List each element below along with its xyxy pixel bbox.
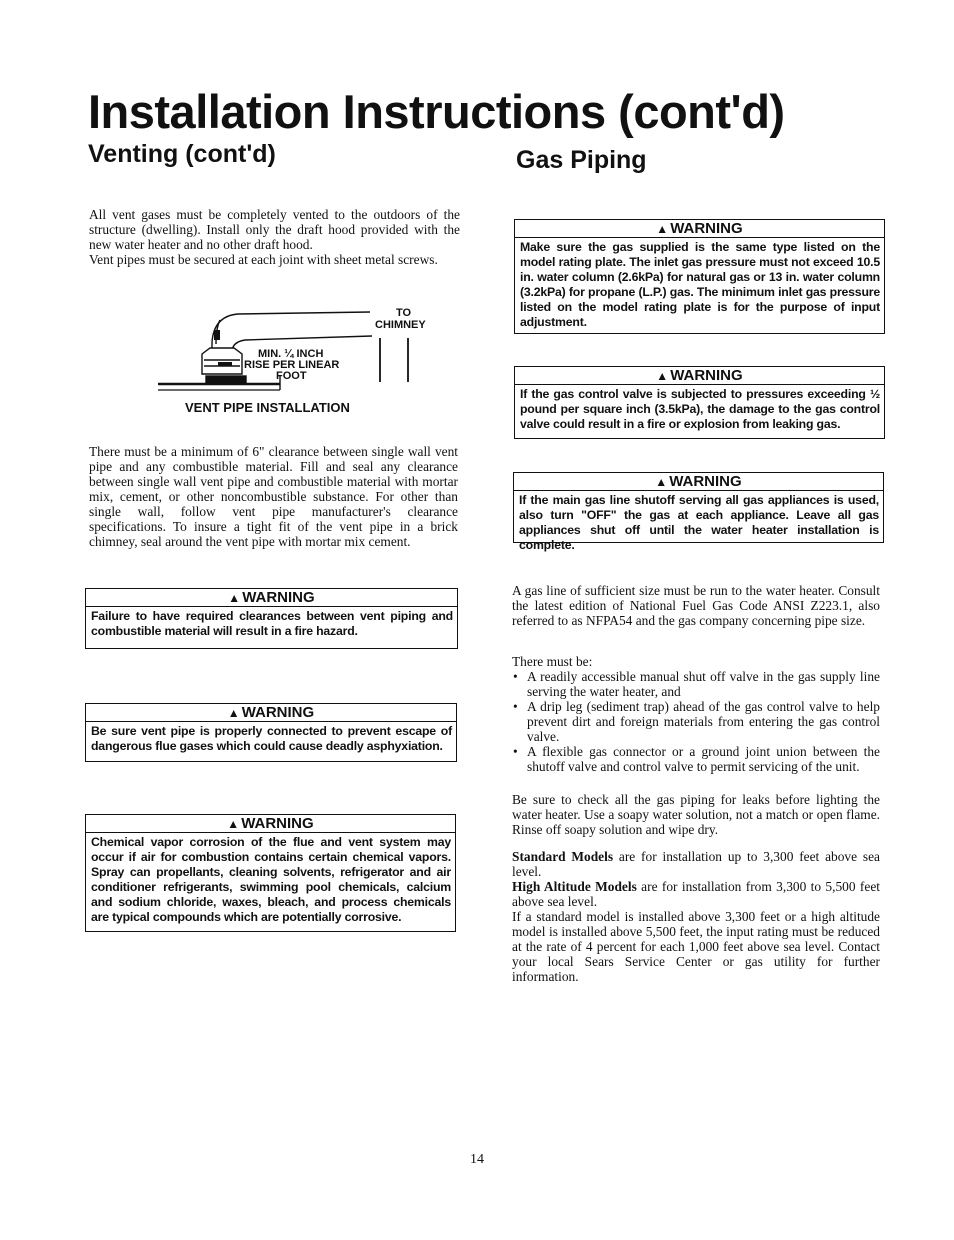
gas-piping-heading: Gas Piping <box>516 146 647 174</box>
list-item: • A drip leg (sediment trap) ahead of the gas control valve to help prevent dirt and foreign materials from entering the gas control valve. <box>527 699 880 744</box>
warning-triangle-icon: ▲ <box>227 706 240 720</box>
page-title: Installation Instructions (cont'd) <box>88 85 785 138</box>
altitude-block <box>512 849 880 984</box>
requirements-list <box>512 669 880 774</box>
warning-triangle-icon: ▲ <box>656 222 669 236</box>
standard-models-text: Standard Models are for installation up to 3,300 feet above sea level. <box>512 849 880 879</box>
warning-header: ▲ WARNING <box>86 815 455 833</box>
leak-check-paragraph: Be sure to check all the gas piping for leaks before lighting the water heater. Use a soapy water solution, not a match or open flame. Rinse off soapy solution and wipe dry. <box>512 792 880 837</box>
warning-header: ▲ WARNING <box>515 367 884 385</box>
warning-box-control-valve <box>514 366 885 439</box>
warning-box-gas-pressure <box>514 219 885 334</box>
diagram-label-rise-1: MIN. ¼ INCH <box>258 348 324 360</box>
warning-triangle-icon: ▲ <box>655 475 668 489</box>
diagram-label-rise-3: FOOT <box>276 370 307 382</box>
warning-header: ▲ WARNING <box>86 704 456 722</box>
warning-triangle-icon: ▲ <box>656 369 669 383</box>
warning-triangle-icon: ▲ <box>228 591 241 605</box>
warning-triangle-icon: ▲ <box>227 817 240 831</box>
derating-text: If a standard model is installed above 3,300 feet or a high altitude model is installed above 5,500 feet, the input rating must be reduced at the rate of 4 percent for each 1,000 feet above sea level. Contact your local Sears Service Center or gas utility for further information. <box>512 909 880 984</box>
warning-text: If the main gas line shutoff serving all gas appliances is used, also turn "OFF" the gas at each appliance. Leave all gas appliances shut off until the water heater installation is complete. <box>519 493 879 552</box>
warning-header: ▲ WARNING <box>515 220 884 238</box>
there-must-be-label: There must be: <box>512 654 593 669</box>
warning-text: Chemical vapor corrosion of the flue and vent system may occur if air for combustion contains certain chemical vapors. Spray can propellants, cleaning solvents, refrigerator and air conditioner refrigerants, swimming pool chemicals, calcium and sodium chloride, waxes, bleach, and process chemicals are typical compounds which are potentially corrosive. <box>91 835 451 924</box>
warning-header: ▲ WARNING <box>86 589 457 607</box>
list-item: • A flexible gas connector or a ground joint union between the shutoff valve and control valve to permit servicing of the unit. <box>527 744 880 774</box>
diagram-label-rise-2: RISE PER LINEAR <box>244 359 340 371</box>
warning-text: If the gas control valve is subjected to pressures exceeding ½ pound per square inch (3.5kPa), the damage to the gas control valve could result in a fire or explosion from leaking gas. <box>520 387 880 431</box>
venting-paragraph-1 <box>89 207 460 267</box>
high-altitude-models-text: High Altitude Models are for installation from 3,300 to 5,500 feet above sea level. <box>512 879 880 909</box>
venting-heading: Venting (cont'd) <box>88 140 276 168</box>
warning-header: ▲ WARNING <box>514 473 883 491</box>
gas-line-paragraph: A gas line of sufficient size must be run to the water heater. Consult the latest edition of National Fuel Gas Code ANSI Z223.1, also referred to as NFPA54 and the gas company concerning pipe size. <box>512 583 880 628</box>
vent-screws-text: Vent pipes must be secured at each joint with sheet metal screws. <box>89 252 438 267</box>
page-number: 14 <box>470 1152 484 1167</box>
vent-intro-text: All vent gases must be completely vented to the outdoors of the structure (dwelling). Install only the draft hood provided with the new water heater and no other draft hood. <box>89 207 460 252</box>
warning-text: Failure to have required clearances between vent piping and combustible material will result in a fire hazard. <box>91 609 453 638</box>
requirements-block <box>512 654 880 774</box>
diagram-label-chimney: CHIMNEY <box>375 319 426 331</box>
warning-box-vent-connection <box>85 703 457 762</box>
warning-box-clearance <box>85 588 458 649</box>
vent-pipe-diagram <box>150 300 450 425</box>
warning-text: Make sure the gas supplied is the same type listed on the model rating plate. The inlet gas pressure must not exceed 10.5 in. water column (2.6kPa) for natural gas or 13 in. water column (3.2kPa) for propane (L.P.) gas. The minimum inlet gas pressure listed on the model rating plate is for the purpose of input adjustment. <box>520 240 880 329</box>
list-item: • A readily accessible manual shut off valve in the gas supply line serving the water heater, and <box>527 669 880 699</box>
warning-box-main-shutoff <box>513 472 884 552</box>
vent-clearance-paragraph: There must be a minimum of 6" clearance between single wall vent pipe and any combustible material. Fill and seal any clearance between single wall vent pipe and combustible material with mortar mix, cement, or other noncombustible substance. For other than single wall, follow vent pipe manufacturer's clearance specifications. To insure a tight fit of the vent pipe in a brick chimney, seal around the vent pipe with mortar mix cement. <box>89 444 458 549</box>
warning-box-chemical-corrosion <box>85 814 456 932</box>
warning-text: Be sure vent pipe is properly connected to prevent escape of dangerous flue gases which could cause deadly asphyxiation. <box>91 724 452 753</box>
diagram-label-to: TO <box>396 307 412 319</box>
diagram-caption: VENT PIPE INSTALLATION <box>185 400 350 415</box>
